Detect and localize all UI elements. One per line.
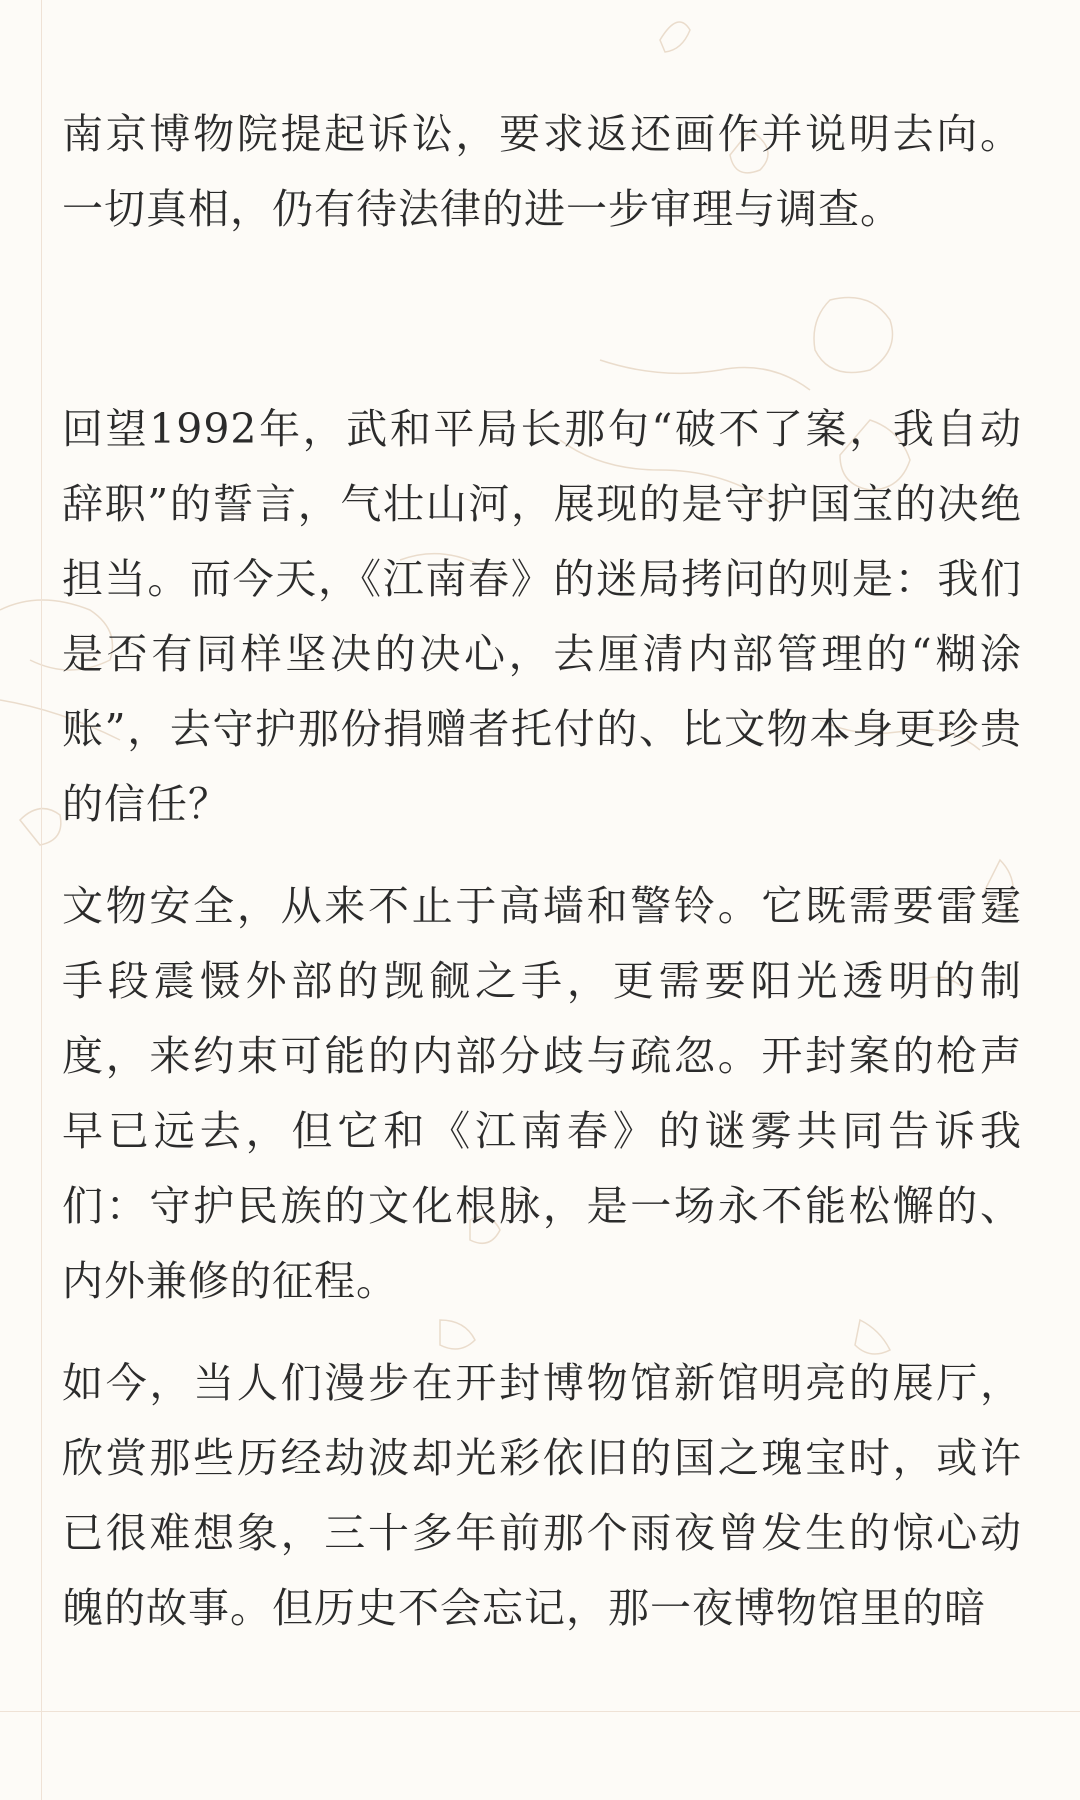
paragraph-4: 如今，当人们漫步在开封博物馆新馆明亮的展厅，欣赏那些历经劫波却光彩依旧的国之瑰宝时，或许已很难想象，三十多年前那个雨夜曾发生的惊心动魄的故事。但历史不会忘记，那一夜博物馆里的暗 [62,1359,1022,1632]
paragraph-1: 南京博物院提起诉讼，要求返还画作并说明去向。一切真相，仍有待法律的进一步审理与调查。 [62,110,1022,233]
page-margin-line [41,0,42,1800]
paragraph-2: 回望1992年，武和平局长那句“破不了案，我自动辞职”的誓言，气壮山河，展现的是守护国宝的决绝担当。而今天，《江南春》的迷局拷问的则是：我们是否有同样坚决的决心，去厘清内部管理的“糊涂账”，去守护那份捐赠者托付的、比文物本身更珍贵的信任？ [62,405,1022,828]
article-body [62,97,1022,1646]
page-bottom-line [0,1711,1080,1712]
paragraph-3: 文物安全，从来不止于高墙和警铃。它既需要雷霆手段震慑外部的觊觎之手，更需要阳光透明的制度，来约束可能的内部分歧与疏忽。开封案的枪声早已远去，但它和《江南春》的谜雾共同告诉我们：守护民族的文化根脉，是一场永不能松懈的、内外兼修的征程。 [62,882,1022,1305]
